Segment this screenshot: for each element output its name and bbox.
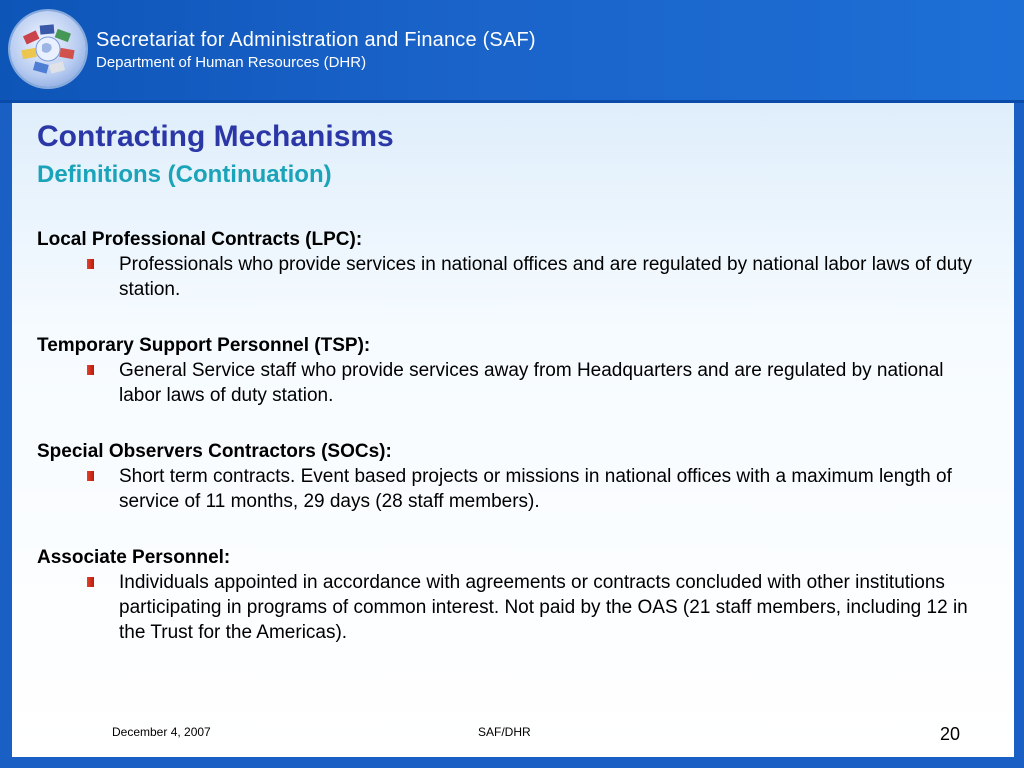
bullet-text: Short term contracts. Event based projects or missions in national offices with a maximum length of service of 11 months, 29 days (28 staff members). [119, 466, 952, 512]
oas-flags-globe-logo [10, 11, 86, 87]
bullet-text: Individuals appointed in accordance with agreements or contracts concluded with other institutions participating in programs of common interest. Not paid by the OAS (21 staff members, including 12 in the Trust for the Americas). [119, 572, 968, 643]
section-heading: Special Observers Contractors (SOCs): [37, 441, 392, 462]
slide-subtitle: Definitions (Continuation) [37, 161, 332, 188]
section-heading: Associate Personnel: [37, 547, 231, 568]
bullet-marker-icon [87, 577, 94, 587]
bullet-item [119, 570, 977, 645]
slide-header [0, 0, 1024, 100]
bullet-marker-icon [87, 365, 94, 375]
bottom-border [0, 757, 1024, 768]
slide-content-panel [12, 103, 1014, 757]
header-department-title: Department of Human Resources (DHR) [96, 54, 367, 71]
page-number: 20 [940, 724, 961, 744]
section-tsp [37, 334, 977, 408]
section-associate-personnel [37, 546, 977, 645]
section-heading: Temporary Support Personnel (TSP): [37, 335, 371, 356]
slide-title: Contracting Mechanisms [37, 120, 394, 153]
bullet-text: General Service staff who provide services away from Headquarters and are regulated by national labor laws of duty station. [119, 360, 944, 406]
footer-center-text: SAF/DHR [478, 725, 531, 739]
bullet-text: Professionals who provide services in national offices and are regulated by national labor laws of duty station. [119, 254, 973, 300]
bullet-marker-icon [87, 259, 94, 269]
header-org-title: Secretariat for Administration and Finance (SAF) [96, 29, 536, 51]
section-socs [37, 440, 977, 514]
footer-date: December 4, 2007 [112, 725, 211, 739]
bullet-marker-icon [87, 471, 94, 481]
bullet-item [119, 464, 977, 514]
section-heading: Local Professional Contracts (LPC): [37, 229, 363, 250]
bullet-item [119, 358, 977, 408]
bullet-item [119, 252, 977, 302]
section-lpc [37, 228, 977, 302]
